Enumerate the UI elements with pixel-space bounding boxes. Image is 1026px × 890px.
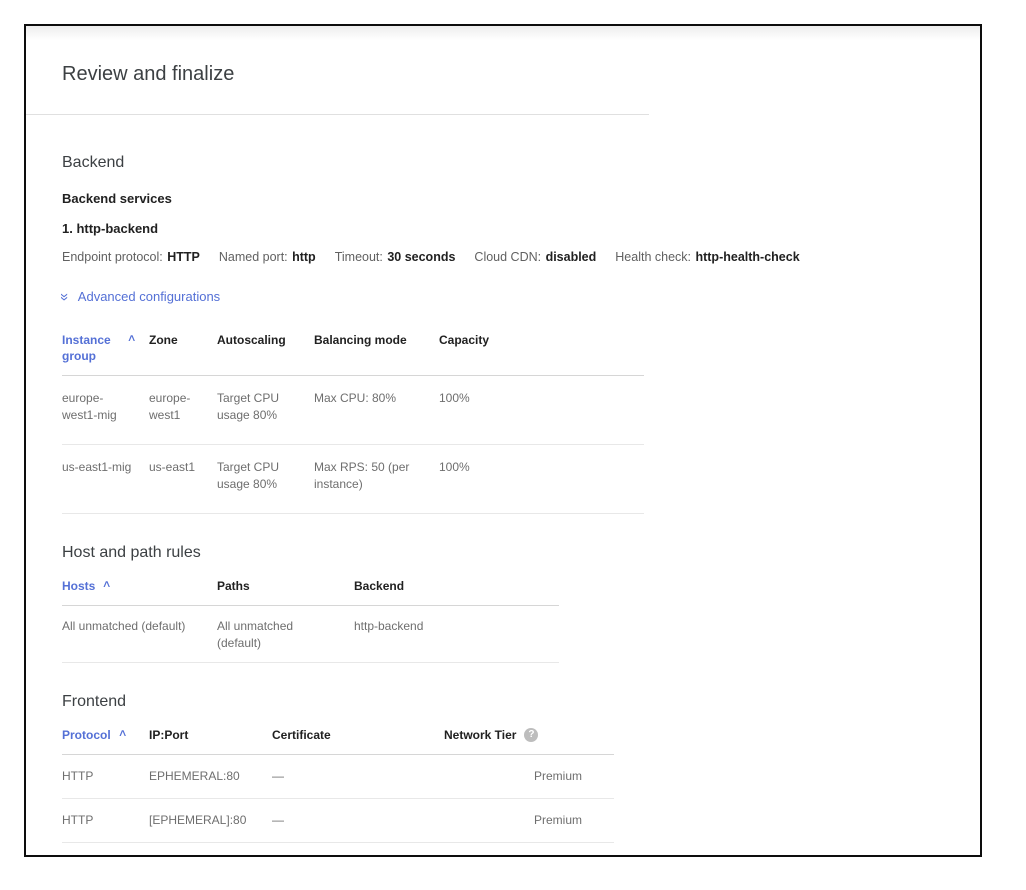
timeout-property: Timeout: 30 seconds: [334, 250, 456, 264]
backend-service-name: 1. http-backend: [62, 221, 159, 236]
host-path-section-heading: Host and path rules: [62, 544, 201, 561]
table-cell: Target CPU usage 80%: [217, 391, 280, 422]
table-cell: —: [272, 769, 284, 783]
backend-properties: [62, 248, 980, 266]
backend-section-heading: Backend: [62, 154, 125, 171]
table-cell: 100%: [439, 391, 470, 405]
table-cell: All unmatched (default): [217, 619, 294, 650]
column-header-balancing-mode[interactable]: Balancing mode: [314, 333, 407, 347]
table-cell: Target CPU usage 80%: [217, 460, 280, 491]
column-header-hosts[interactable]: Hosts ∧: [62, 579, 112, 593]
table-cell: Max CPU: 80%: [314, 391, 397, 405]
table-cell: http-backend: [354, 619, 424, 633]
help-icon[interactable]: ?: [524, 728, 538, 742]
backend-services-label: Backend services: [62, 191, 172, 206]
table-cell: HTTP: [62, 813, 94, 827]
table-cell: Max RPS: 50 (per instance): [314, 460, 410, 491]
advanced-configurations-link[interactable]: [56, 289, 221, 304]
table-cell: us-east1-mig: [62, 460, 132, 474]
host-path-table-header: [62, 578, 559, 606]
sort-asc-icon: ∧: [126, 333, 137, 344]
table-cell: All unmatched (default): [62, 619, 186, 633]
top-shadow: [26, 26, 980, 40]
named-port-property: Named port: http: [218, 250, 316, 264]
frontend-table: [62, 727, 614, 843]
review-panel: [24, 24, 982, 857]
chevron-double-down-icon: »: [56, 292, 76, 301]
backend-table-header: [62, 332, 644, 376]
frontend-table-header: [62, 727, 614, 755]
column-header-network-tier[interactable]: Network Tier ?: [444, 727, 614, 754]
column-header-zone[interactable]: Zone: [149, 333, 178, 347]
table-cell: europe-west1: [149, 391, 191, 422]
endpoint-protocol-property: Endpoint protocol: HTTP: [62, 250, 200, 264]
frontend-section-heading: Frontend: [62, 693, 127, 710]
column-header-instance-group[interactable]: Instance group ∧: [62, 333, 137, 363]
column-header-capacity[interactable]: Capacity: [439, 333, 490, 347]
host-path-table: [62, 578, 559, 663]
table-cell: Premium: [533, 813, 582, 827]
table-cell: [EPHEMERAL]:80: [149, 813, 247, 827]
column-header-protocol[interactable]: Protocol ∧: [62, 728, 128, 742]
table-row: [62, 606, 559, 663]
column-header-backend[interactable]: Backend: [354, 579, 405, 593]
sort-asc-icon: ∧: [102, 579, 112, 590]
column-header-autoscaling[interactable]: Autoscaling: [217, 333, 286, 347]
column-header-ip-port[interactable]: IP:Port: [149, 728, 189, 742]
sort-asc-icon: ∧: [117, 728, 128, 739]
table-cell: Premium: [533, 769, 582, 783]
table-cell: us-east1: [149, 460, 196, 474]
table-cell: EPHEMERAL:80: [149, 769, 240, 783]
table-cell: HTTP: [62, 769, 94, 783]
table-row: [62, 799, 614, 843]
cloud-cdn-property: Cloud CDN: disabled: [474, 250, 597, 264]
title-divider: [26, 114, 649, 115]
table-row: [62, 445, 644, 514]
table-cell: 100%: [439, 460, 470, 474]
table-row: [62, 755, 614, 799]
health-check-property: Health check: http-health-check: [615, 250, 800, 264]
table-cell: —: [272, 813, 284, 827]
backend-instance-table: [62, 332, 644, 514]
advanced-configurations-label: Advanced configurations: [77, 289, 221, 304]
column-header-certificate[interactable]: Certificate: [272, 728, 331, 742]
table-cell: europe-west1-mig: [62, 391, 117, 422]
page-title: Review and finalize: [62, 63, 235, 85]
table-row: [62, 376, 644, 445]
column-header-paths[interactable]: Paths: [217, 579, 250, 593]
